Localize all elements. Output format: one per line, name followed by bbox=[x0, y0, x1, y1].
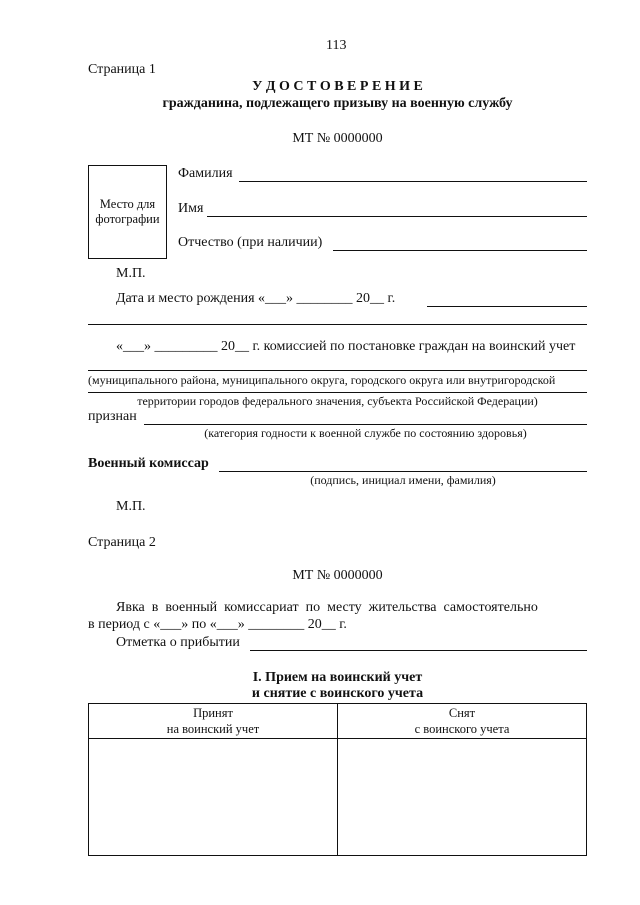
arrival-label: Отметка о прибытии bbox=[116, 635, 240, 650]
registration-table bbox=[88, 703, 587, 856]
document-title: У Д О С Т О В Е Р Е Н И Е bbox=[252, 79, 423, 94]
patronymic-field-line[interactable] bbox=[333, 250, 587, 251]
name-label: Имя bbox=[178, 201, 204, 216]
stamp-mark-2: М.П. bbox=[116, 499, 146, 514]
table-row bbox=[89, 739, 587, 856]
document-number: МТ № 0000000 bbox=[292, 131, 383, 146]
document-number-2: МТ № 0000000 bbox=[292, 568, 383, 583]
appearance-text-2: в период с «___» по «___» ________ 20__ г. bbox=[88, 617, 347, 632]
arrival-field-line[interactable] bbox=[250, 650, 587, 651]
name-field-line[interactable] bbox=[207, 216, 587, 217]
header-removed-line1: Снят bbox=[448, 706, 476, 720]
birth-place-continuation-line[interactable] bbox=[88, 324, 587, 325]
commission-hint-1: (муниципального района, муниципального округа, городского округа или внутригородской bbox=[88, 373, 556, 387]
recognized-field-line[interactable] bbox=[144, 424, 587, 425]
patronymic-label: Отчество (при наличии) bbox=[178, 235, 323, 250]
photo-placeholder-text: Место для фотографии bbox=[95, 197, 160, 226]
page-number: 113 bbox=[326, 38, 347, 53]
header-accepted-line1: Принят bbox=[193, 706, 233, 720]
recognized-label: признан bbox=[88, 409, 137, 424]
header-accepted bbox=[89, 704, 338, 739]
section-title-1: I. Прием на воинский учет bbox=[252, 670, 423, 685]
page-2-label: Страница 2 bbox=[88, 535, 156, 550]
section-title-2: и снятие с воинского учета bbox=[251, 686, 424, 701]
appearance-text-1: Явка в военный комиссариат по месту жительства самостоятельно bbox=[116, 600, 538, 615]
birth-place-field-line[interactable] bbox=[427, 306, 587, 307]
photo-placeholder-box bbox=[88, 165, 167, 259]
birth-date-label: Дата и место рождения «___» ________ 20__ г. bbox=[116, 291, 396, 306]
commission-date-text: «___» _________ 20__ г. комиссией по постановке граждан на воинский учет bbox=[116, 339, 576, 354]
page-1-label: Страница 1 bbox=[88, 62, 156, 77]
commission-field-line-2[interactable] bbox=[88, 392, 587, 393]
commissar-hint: (подпись, инициал имени, фамилия) bbox=[310, 473, 496, 487]
surname-label: Фамилия bbox=[178, 166, 233, 181]
cell-accepted[interactable] bbox=[89, 739, 338, 856]
commission-field-line[interactable] bbox=[88, 370, 587, 371]
header-removed-line2: с воинского учета bbox=[414, 722, 510, 736]
header-accepted-line2: на воинский учет bbox=[166, 722, 260, 736]
header-removed bbox=[338, 704, 587, 739]
cell-removed[interactable] bbox=[338, 739, 587, 856]
commission-hint-2: территории городов федерального значения, субъекта Российской Федерации) bbox=[137, 394, 538, 408]
commissar-label: Военный комиссар bbox=[88, 456, 209, 471]
recognized-hint: (категория годности к военной службе по состоянию здоровья) bbox=[204, 426, 527, 440]
surname-field-line[interactable] bbox=[239, 181, 587, 182]
commissar-signature-line[interactable] bbox=[219, 471, 587, 472]
table-header-row bbox=[89, 704, 587, 739]
document-subtitle: гражданина, подлежащего призыву на военную службу bbox=[162, 96, 513, 111]
stamp-mark: М.П. bbox=[116, 266, 146, 281]
